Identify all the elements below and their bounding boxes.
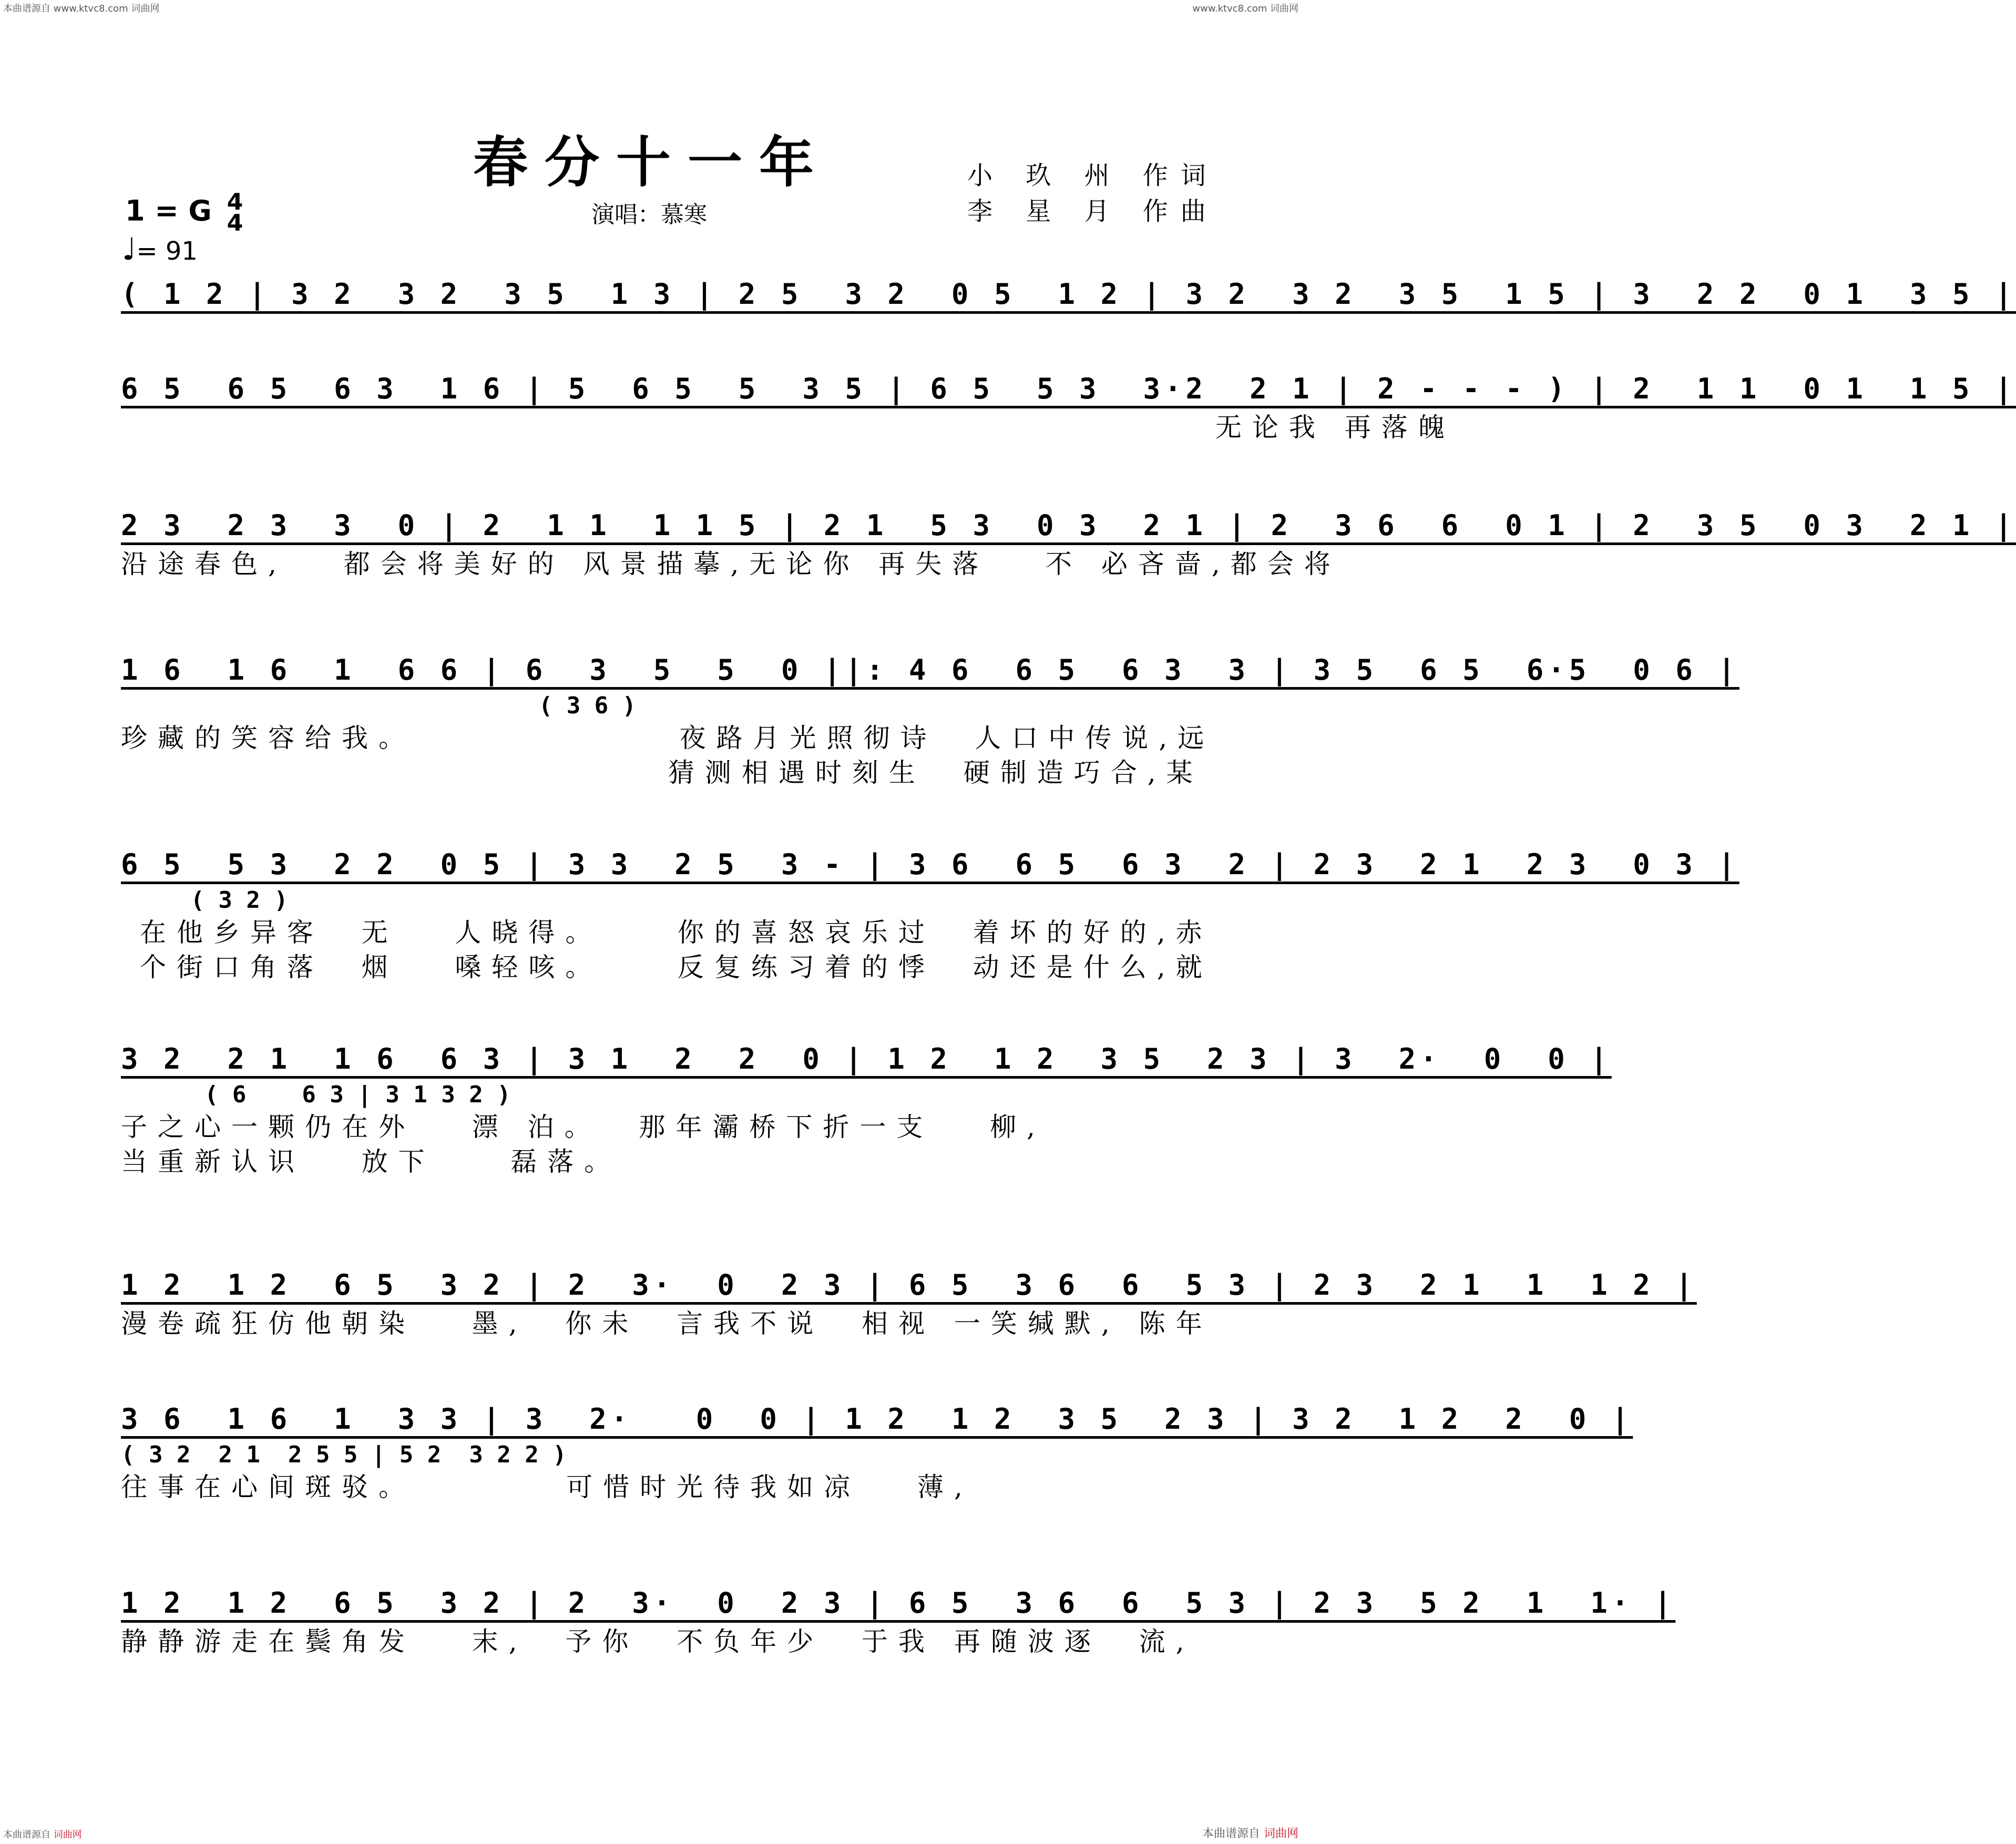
score-system: [121, 368, 2016, 445]
lyric-line: 当重新认识 放下 磊落。: [121, 1146, 621, 1177]
notation-line: 1 2 1 2 6 5 3 2 | 2 3· 0 2 3 | 6 5 3 6 6 5 3 | 2 3 2 1 1 1 2 |: [121, 1268, 1697, 1302]
lyric-line: 子之心一颗仍在外 漂 泊。 那年灞桥下折一支 柳,: [121, 1112, 1046, 1142]
lyric-line: 珍藏的笑容给我。 夜路月光照彻诗 人口中传说,远: [121, 723, 1215, 753]
alternate-notation: ( 6 6 3 | 3 1 3 2 ): [121, 1081, 511, 1108]
key-label: 1 = G: [125, 194, 212, 228]
watermark-top-left: 本曲谱源自 www.ktvc8.com 词曲网: [3, 3, 160, 14]
credits: [967, 158, 1219, 229]
lyric-line: 猜测相遇时刻生 硬制造巧合,某: [121, 757, 1203, 788]
score-system: [121, 1398, 1633, 1504]
watermark-bottom-right: [1202, 1825, 1298, 1841]
tempo-value: = 91: [136, 237, 198, 266]
lyric-line: 往事在心间斑驳。 可惜时光待我如凉 薄,: [121, 1472, 973, 1502]
notation-line: 2 3 2 3 3 0 | 2 1 1 1 1 5 | 2 1 5 3 0 3 2 1 | 2 3 6 6 0 1 | 2 3 5 0 3 2 1 |: [121, 509, 2016, 542]
lyric-line: 静静游走在鬓角发 末, 予你 不负年少 于我 再随波逐 流,: [121, 1626, 1195, 1657]
watermark-bottom-right-a: 本曲谱源自: [1202, 1827, 1260, 1840]
watermark-bottom-left-b: 词曲网: [53, 1829, 82, 1840]
singer-credit: 演唱：慕寒: [591, 201, 707, 228]
watermark-bottom-left-a: 本曲谱源自: [3, 1829, 50, 1840]
lyric-line: 无论我 再落魄: [121, 412, 1455, 443]
notation-line: 1 6 1 6 1 6 6 | 6 3 5 5 0 ||: 4 6 6 5 6 3 3 | 3 5 6 5 6·5 0 6 |: [121, 653, 1739, 687]
alternate-notation: ( 3 6 ): [121, 692, 637, 719]
lyricist-credit: 小 玖 州 作词: [967, 161, 1219, 190]
composer-credit: 李 星 月 作曲: [967, 197, 1219, 226]
score-system: [121, 1582, 1676, 1659]
watermark-top-right: www.ktvc8.com 词曲网: [1192, 3, 1298, 14]
lyric-line: 在他乡异客 无 人晓得。 你的喜怒哀乐过 着坏的好的,赤: [121, 917, 1213, 948]
lyric-line: 漫卷疏狂仿他朝染 墨, 你未 言我不说 相视 一笑缄默, 陈年: [121, 1308, 1213, 1339]
quarter-note-icon: ♩: [122, 231, 137, 267]
score-system: [121, 505, 2016, 581]
score-system: [121, 649, 1739, 790]
key-signature: [125, 189, 243, 237]
score-system: [121, 844, 1739, 985]
notation-line: 1 2 1 2 6 5 3 2 | 2 3· 0 2 3 | 6 5 3 6 6 5 3 | 2 3 5 2 1 1· |: [121, 1586, 1676, 1620]
notation-line: ( 1 2 | 3 2 3 2 3 5 1 3 | 2 5 3 2 0 5 1 2 | 3 2 3 2 3 5 1 5 | 3 2 2 0 1 3 5 |: [121, 278, 2016, 311]
watermark-bottom-right-b: 词曲网: [1263, 1827, 1298, 1840]
time-signature: [227, 189, 243, 237]
watermark-bottom-left: [3, 1827, 82, 1841]
tempo-marking: [122, 231, 198, 267]
lyric-line: 个街口角落 烟 嗓轻咳。 反复练习着的悸 动还是什么,就: [121, 952, 1213, 982]
song-title: 春分十一年: [473, 130, 831, 194]
notation-line: 3 6 1 6 1 3 3 | 3 2· 0 0 | 1 2 1 2 3 5 2 3 | 3 2 1 2 2 0 |: [121, 1402, 1633, 1436]
lyric-line: 沿途春色, 都会将美好的 风景描摹,无论你 再失落 不 必吝啬,都会将: [121, 549, 1341, 579]
score-system: [121, 1038, 1612, 1179]
alternate-notation: ( 3 2 2 1 2 5 5 | 5 2 3 2 2 ): [121, 1441, 567, 1468]
notation-line: 6 5 5 3 2 2 0 5 | 3 3 2 5 3 - | 3 6 6 5 6 3 2 | 2 3 2 1 2 3 0 3 |: [121, 848, 1739, 881]
notation-line: 6 5 6 5 6 3 1 6 | 5 6 5 5 3 5 | 6 5 5 3 3·2 2 1 | 2 - - - ) | 2 1 1 0 1 1 5 |: [121, 372, 2016, 405]
time-top: 4: [227, 189, 243, 216]
alternate-notation: ( 3 2 ): [121, 887, 288, 914]
score-system: [121, 1264, 1697, 1341]
notation-line: 3 2 2 1 1 6 6 3 | 3 1 2 2 0 | 1 2 1 2 3 5 2 3 | 3 2· 0 0 |: [121, 1042, 1612, 1075]
score-system: [121, 273, 2016, 315]
time-bottom: 4: [227, 210, 243, 237]
